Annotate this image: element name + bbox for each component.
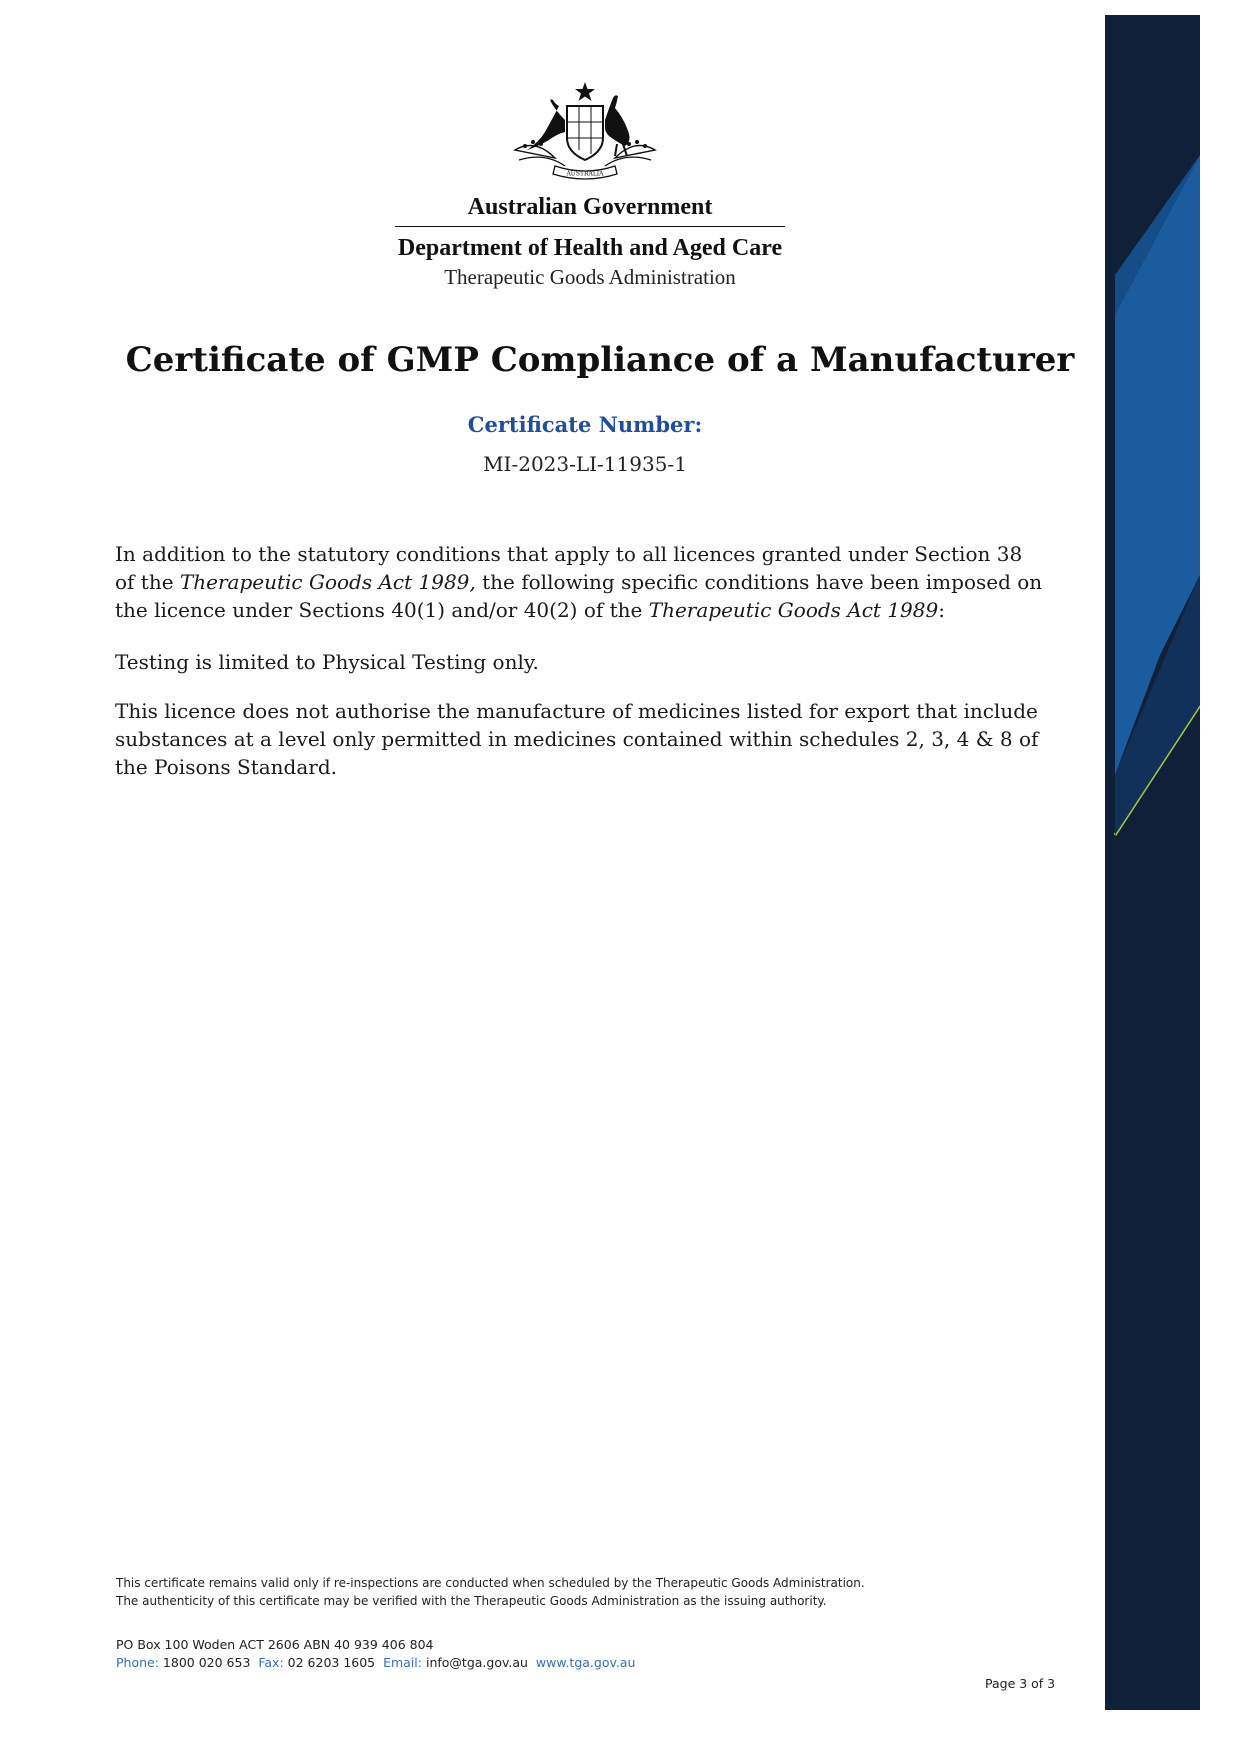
certificate-title: Certificate of GMP Compliance of a Manufacturer	[125, 340, 1075, 380]
testing-condition: Testing is limited to Physical Testing only.	[115, 650, 539, 674]
decorative-side-band	[1105, 15, 1200, 1710]
certificate-number-label: Certificate Number:	[467, 412, 703, 437]
agency-name: Therapeutic Goods Administration	[444, 265, 736, 289]
fax-number: 02 6203 1605	[287, 1655, 376, 1670]
email-address[interactable]: info@tga.gov.au	[425, 1655, 528, 1670]
crest-motto: AUSTRALIA	[566, 170, 604, 178]
validity-note	[116, 1574, 976, 1610]
phone-label: Phone:	[116, 1655, 159, 1670]
paragraph-text: the following specific conditions have been imposed on the licence under Sections 40(1) and/or 40(2) of the	[115, 570, 1043, 622]
conditions-paragraph	[115, 540, 1045, 624]
paragraph-text: :	[938, 598, 945, 622]
email-label: Email:	[383, 1655, 422, 1670]
coat-of-arms-icon	[505, 80, 665, 190]
act-reference: Therapeutic Goods Act 1989,	[179, 570, 476, 594]
phone-number: 1800 020 653	[162, 1655, 251, 1670]
postal-address: PO Box 100 Woden ACT 2606 ABN 40 939 406 804	[116, 1637, 434, 1652]
government-name: Australian Government	[467, 194, 713, 220]
agency-header	[380, 192, 800, 291]
page-number: Page 3 of 3	[985, 1676, 1056, 1691]
act-reference: Therapeutic Goods Act 1989	[648, 598, 939, 622]
paragraph-text: In addition to the statutory conditions that apply to all licences granted under Section 38 of the	[115, 542, 1023, 594]
contact-line	[116, 1654, 976, 1672]
contact-block	[116, 1636, 976, 1672]
department-name: Department of Health and Aged Care	[397, 235, 783, 261]
fax-label: Fax:	[258, 1655, 284, 1670]
certificate-number: MI-2023-LI-11935-1	[483, 452, 687, 476]
authenticity-note-line: The authenticity of this certificate may be verified with the Therapeutic Goods Administration as the issuing authority.	[116, 1594, 827, 1608]
website-link[interactable]: www.tga.gov.au	[535, 1655, 636, 1670]
export-condition: This licence does not authorise the manufacture of medicines listed for export that include substances at a level only permitted in medicines contained within schedules 2, 3, 4 & 8 of the Poisons Standard.	[115, 699, 1039, 779]
header-divider	[395, 226, 785, 227]
validity-note-line: This certificate remains valid only if re-inspections are conducted when scheduled by the Therapeutic Goods Administration.	[116, 1576, 865, 1590]
